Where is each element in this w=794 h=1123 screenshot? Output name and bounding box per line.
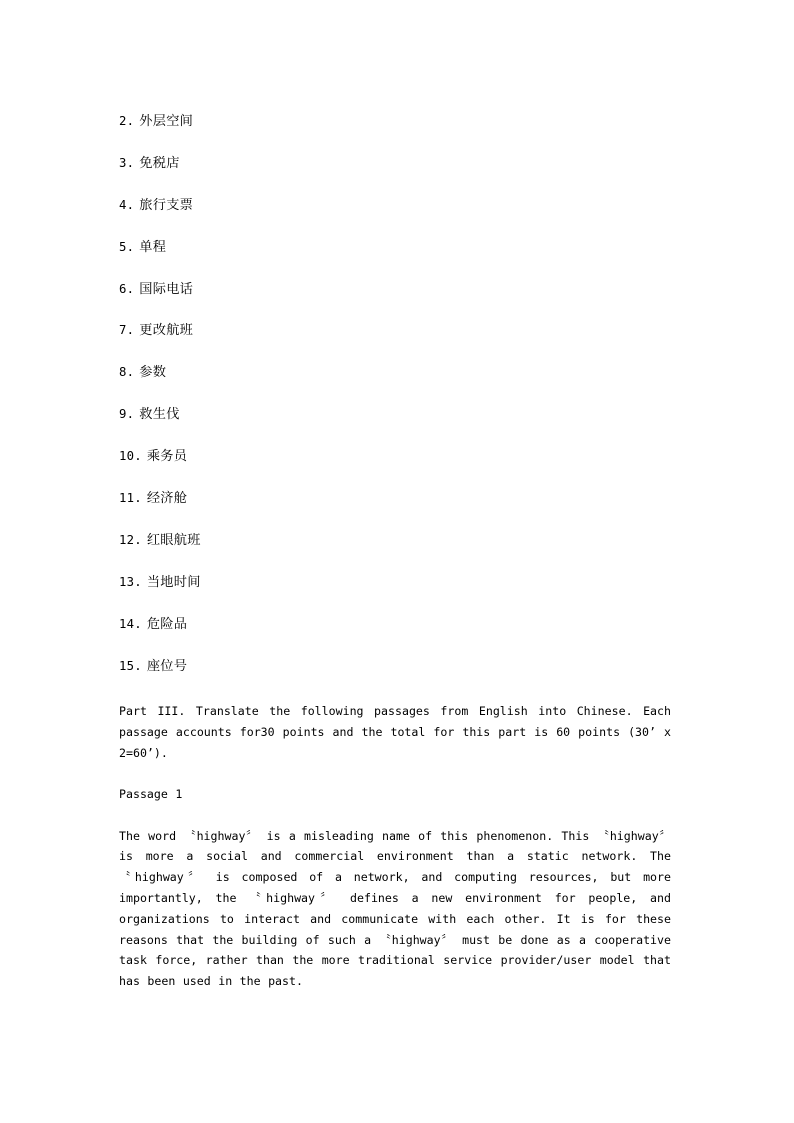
list-item-number: 7. bbox=[119, 323, 135, 338]
list-item-number: 6. bbox=[119, 281, 135, 296]
list-item-term: 旅行支票 bbox=[139, 197, 194, 213]
list-item-number: 5. bbox=[119, 239, 135, 254]
list-item-number: 9. bbox=[119, 407, 135, 422]
list-item-term: 救生伐 bbox=[139, 407, 180, 423]
list-item-number: 2. bbox=[119, 114, 135, 128]
list-item-number: 8. bbox=[119, 365, 135, 380]
list-item-term: 乘务员 bbox=[146, 449, 188, 465]
list-item-term: 当地时间 bbox=[146, 574, 201, 590]
list-item bbox=[119, 113, 671, 155]
list-item bbox=[119, 616, 671, 658]
passage-body-text: The word 〝highway〞 is a misleading name of this phenomenon. This 〝highway〞 is more a social and commercial environment than a static network. The 〝highway〞 is composed of a network, and computing resources, but more importantly, the 〝highway〞 defines a new environment for people, and organizations to interact and communicate with each other. It is for these reasons that the building of such a 〝highway〞 must be done as a cooperative task force, rather than the more traditional service provider/user model that has been used in the past. bbox=[119, 828, 671, 989]
list-item bbox=[119, 364, 671, 406]
list-item bbox=[119, 322, 671, 364]
list-item bbox=[119, 281, 671, 323]
list-item-number: 4. bbox=[119, 197, 135, 212]
list-item-term: 危险品 bbox=[146, 616, 188, 632]
list-item-term: 经济舱 bbox=[146, 491, 188, 507]
list-item bbox=[119, 448, 671, 490]
list-item-term: 国际电话 bbox=[139, 281, 194, 297]
list-item-term: 参数 bbox=[139, 365, 167, 381]
list-item bbox=[119, 490, 671, 532]
list-item-number: 12. bbox=[119, 532, 142, 547]
vocabulary-list bbox=[119, 113, 671, 699]
list-item bbox=[119, 197, 671, 239]
list-item-term: 座位号 bbox=[146, 658, 188, 674]
list-item bbox=[119, 658, 671, 700]
list-item bbox=[119, 155, 671, 197]
list-item-number: 14. bbox=[119, 616, 142, 631]
list-item bbox=[119, 532, 671, 574]
document-content bbox=[119, 113, 671, 992]
part-three-instructions: Part III. Translate the following passages from English into Chinese. Each passage accounts for30 points and the total for this part is 60 points (30’ x 2=60’). bbox=[119, 704, 671, 761]
list-item-term: 免税店 bbox=[139, 155, 180, 171]
list-item-number: 11. bbox=[119, 491, 142, 506]
list-item-number: 3. bbox=[119, 155, 135, 170]
list-item-term: 单程 bbox=[139, 239, 167, 255]
list-item-term: 红眼航班 bbox=[146, 532, 201, 548]
list-item-number: 15. bbox=[119, 658, 142, 673]
list-item bbox=[119, 239, 671, 281]
list-item-term: 更改航班 bbox=[139, 323, 194, 339]
list-item bbox=[119, 574, 671, 616]
list-item-number: 13. bbox=[119, 574, 142, 589]
list-item-number: 10. bbox=[119, 449, 142, 464]
list-item-term: 外层空间 bbox=[139, 114, 194, 129]
passage-label: Passage 1 bbox=[119, 787, 183, 802]
list-item bbox=[119, 406, 671, 448]
